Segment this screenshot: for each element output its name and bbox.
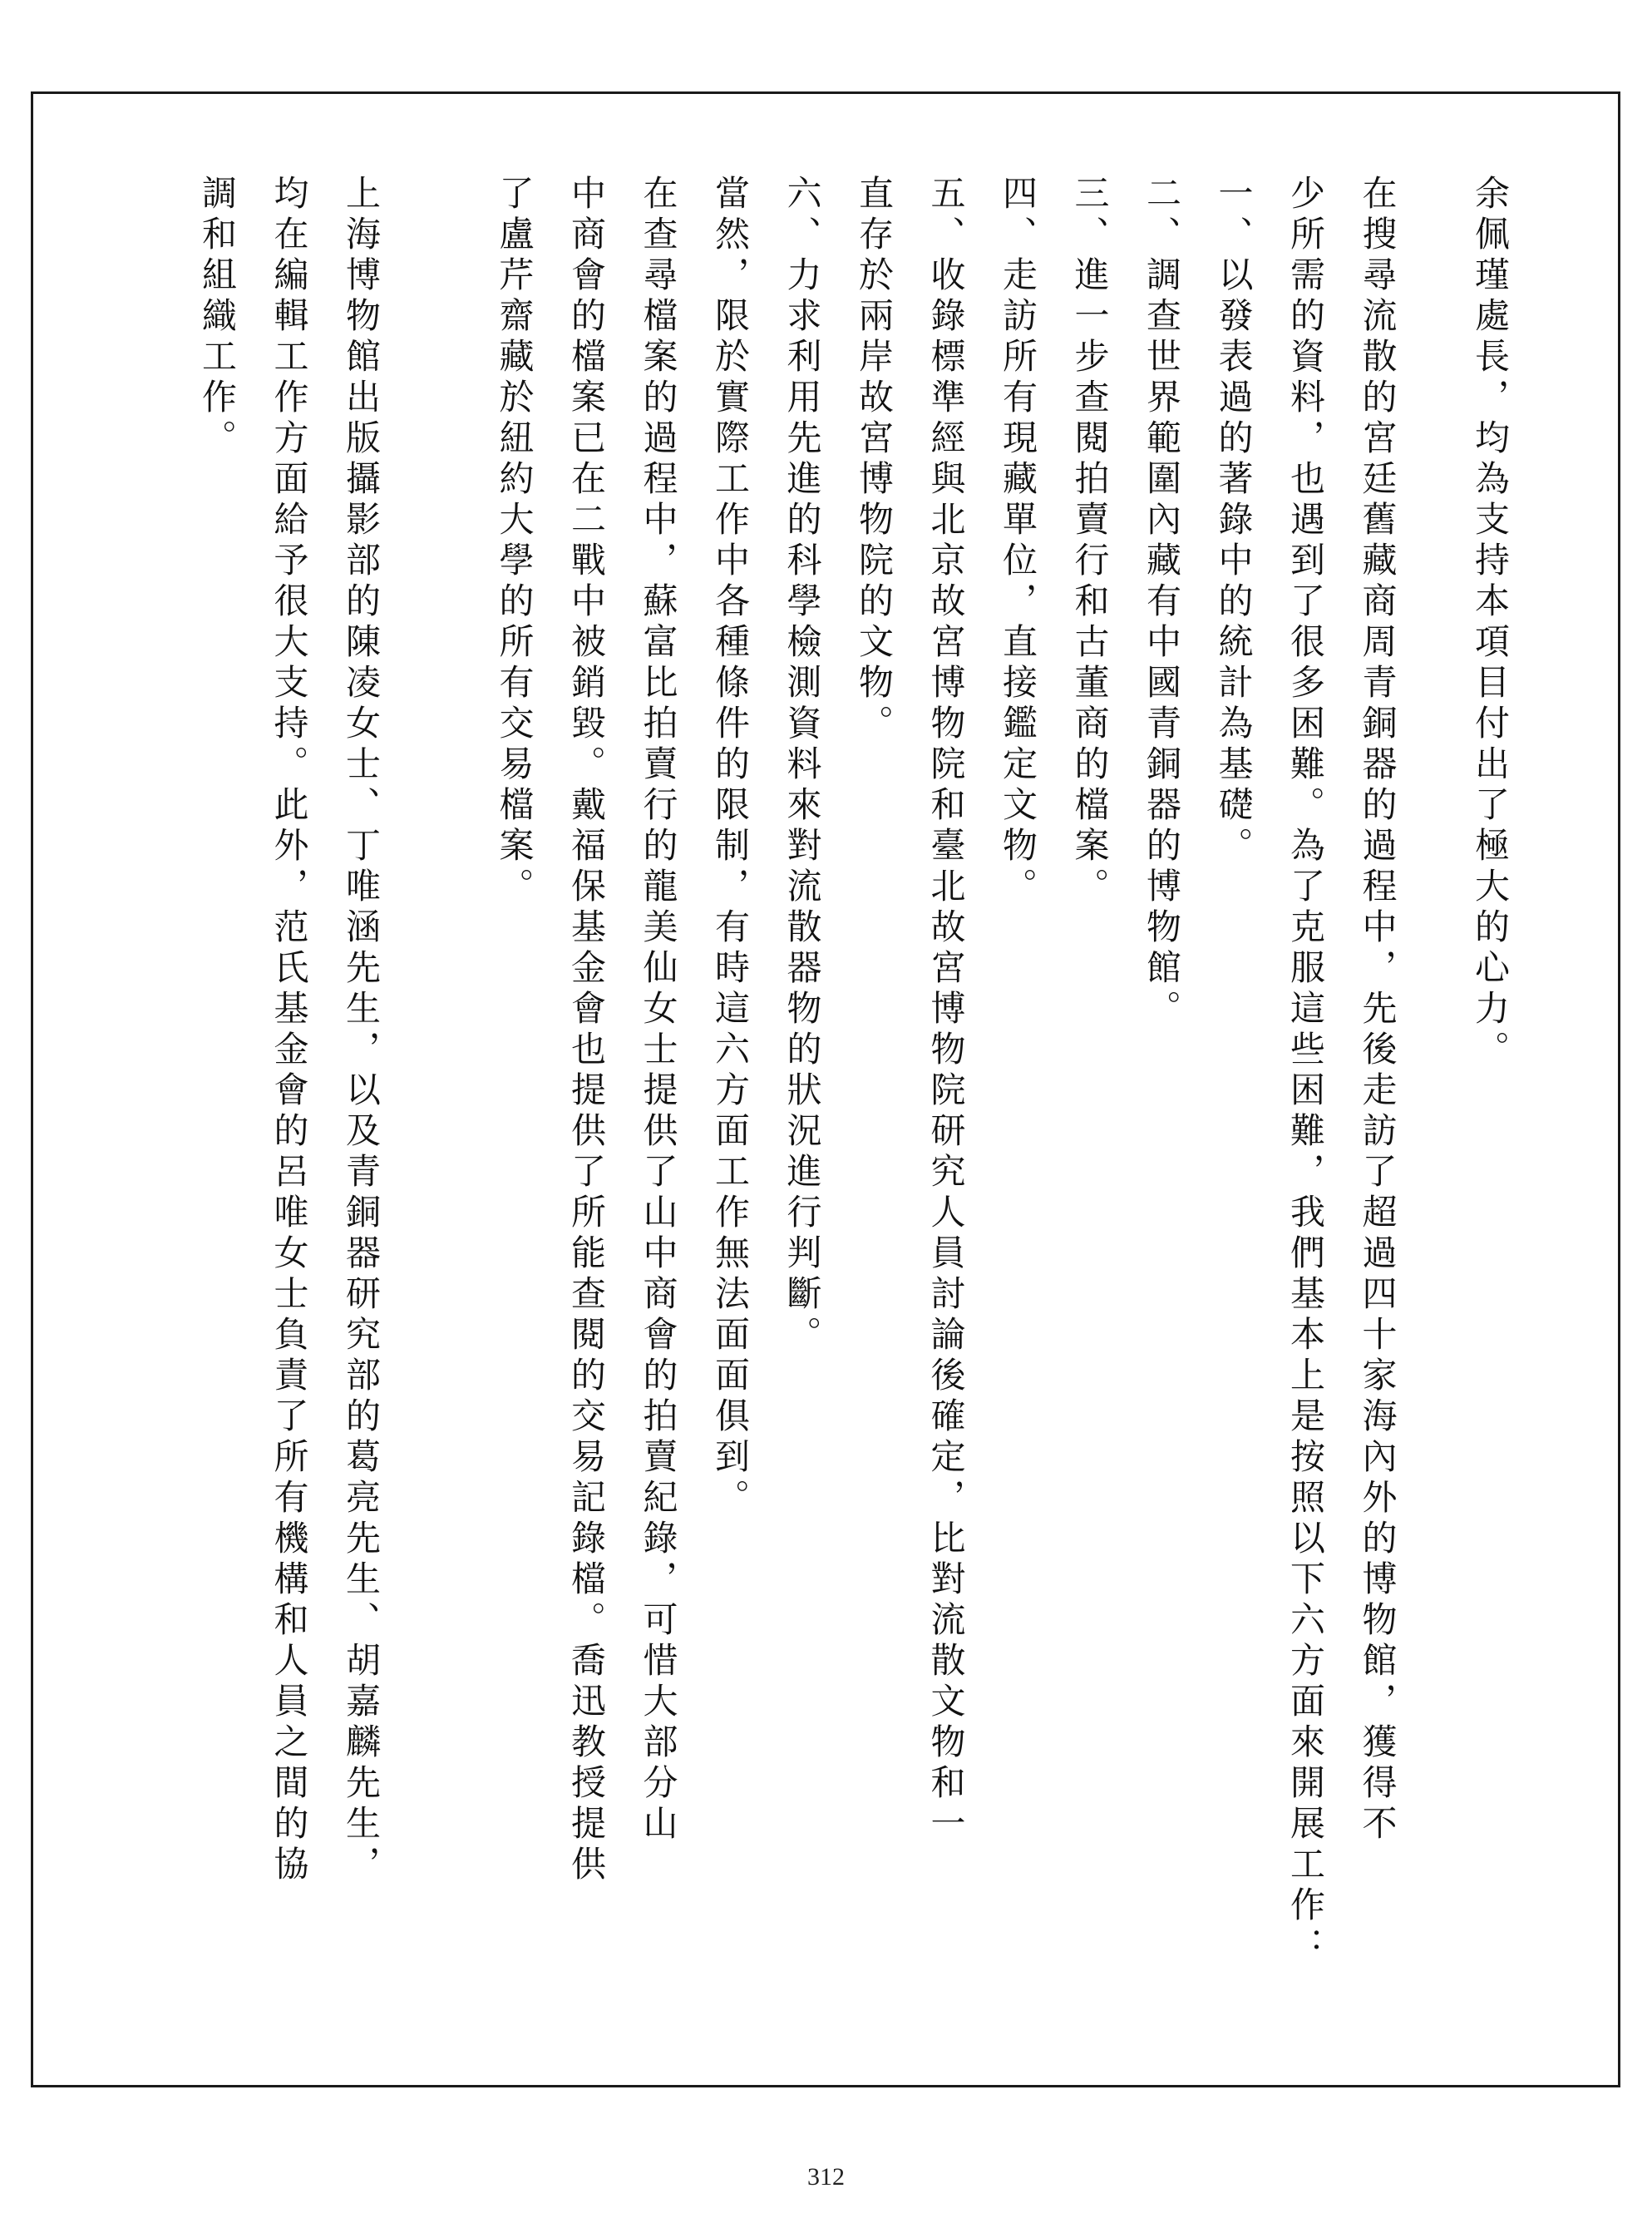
text-column: 當然，限於實際工作中各種條件的限制，有時這六方面工作無法面面俱到。 <box>710 175 751 1519</box>
text-column: 上海博物館出版攝影部的陳凌女士、丁唯涵先生，以及青銅器研究部的葛亮先生、胡嘉麟先生， <box>341 175 382 1886</box>
text-column: 直存於兩岸故宮博物院的文物。 <box>854 175 895 745</box>
text-column: 四、走訪所有現藏單位，直接鑑定文物。 <box>998 175 1038 908</box>
text-column: 在搜尋流散的宮廷舊藏商周青銅器的過程中，先後走訪了超過四十家海內外的博物館，獲得不 <box>1357 175 1398 1845</box>
page-number: 312 <box>807 2163 845 2191</box>
text-column: 余佩瑾處長，均為支持本項目付出了極大的心力。 <box>1470 175 1511 1071</box>
text-column: 中商會的檔案已在二戰中被銷毀。戴福保基金會也提供了所能查閱的交易記錄檔。喬迅教授提供 <box>566 175 607 1886</box>
text-column: 在查尋檔案的過程中，蘇富比拍賣行的龍美仙女士提供了山中商會的拍賣紀錄，可惜大部分山 <box>638 175 679 1845</box>
text-column: 少所需的資料，也遇到了很多困難。為了克服這些困難，我們基本上是按照以下六方面來開展工作： <box>1285 175 1326 1968</box>
text-column: 了盧芹齋藏於紐約大學的所有交易檔案。 <box>494 175 535 908</box>
text-column: 調和組織工作。 <box>197 175 238 460</box>
text-column: 六、力求利用先進的科學檢測資料來對流散器物的狀況進行判斷。 <box>782 175 823 1356</box>
text-column: 均在編輯工作方面給予很大支持。此外，范氏基金會的呂唯女士負責了所有機構和人員之間的協 <box>269 175 310 1886</box>
text-column: 五、收錄標準經與北京故宮博物院和臺北故宮博物院研究人員討論後確定，比對流散文物和一 <box>925 175 967 1845</box>
text-column: 一、以發表過的著錄中的統計為基礎。 <box>1213 175 1255 867</box>
text-column: 二、調查世界範圍內藏有中國青銅器的博物館。 <box>1142 175 1182 1030</box>
body-text-vertical <box>181 175 1526 2004</box>
text-column: 三、進一步查閱拍賣行和古董商的檔案。 <box>1069 175 1111 908</box>
